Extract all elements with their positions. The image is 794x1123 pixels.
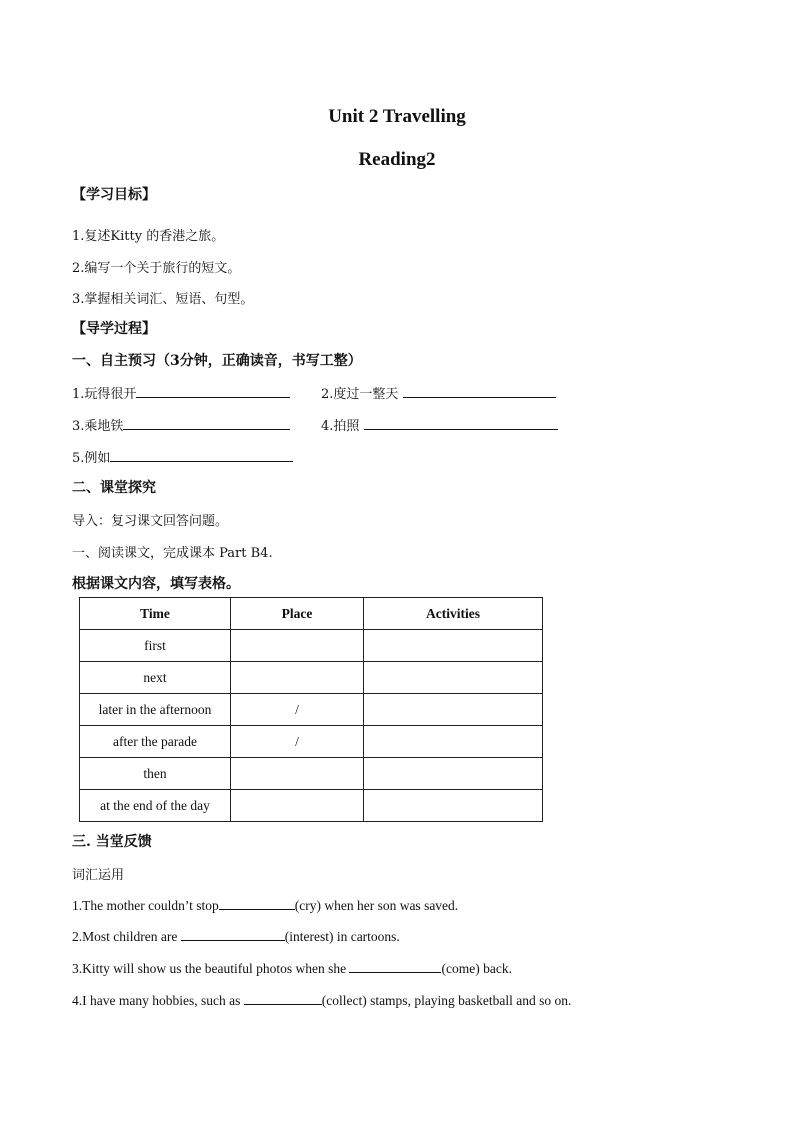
activities-cell[interactable] (364, 758, 543, 790)
goal-item: 1.复述Kitty 的香港之旅。 (72, 229, 225, 244)
place-cell[interactable] (231, 630, 364, 662)
table-prompt: 根据课文内容，填写表格。 (72, 576, 240, 592)
explore-heading: 二、课堂探究 (72, 480, 156, 496)
answer-blank[interactable] (219, 896, 295, 910)
goal-item: 2.编写一个关于旅行的短文。 (72, 261, 241, 276)
explore-task: 一、阅读课文，完成课本 Part B4. (72, 546, 273, 561)
preview-item (321, 415, 558, 434)
table-row (80, 726, 543, 758)
preview-item-label: 5.例如 (72, 451, 111, 466)
feedback-heading: 三. 当堂反馈 (72, 834, 152, 850)
answer-blank[interactable] (244, 991, 322, 1005)
question-text: (interest) in cartoons. (284, 929, 400, 944)
place-cell[interactable] (231, 758, 364, 790)
col-header-time: Time (80, 598, 231, 630)
activities-cell[interactable] (364, 662, 543, 694)
question-text: (cry) when her son was saved. (294, 898, 459, 913)
question-text: 1.The mother couldn’t stop (72, 898, 219, 913)
activities-cell[interactable] (364, 790, 543, 822)
preview-item (72, 383, 290, 402)
preview-item (321, 383, 556, 402)
preview-item-label: 1.玩得很开 (72, 387, 137, 402)
question-1 (72, 896, 458, 914)
col-header-activities: Activities (364, 598, 543, 630)
table-row (80, 758, 543, 790)
answer-blank[interactable] (136, 384, 290, 398)
answer-blank[interactable] (123, 416, 290, 430)
answer-blank[interactable] (110, 448, 293, 462)
question-text: 3.Kitty will show us the beautiful photos when she (72, 961, 350, 976)
question-text: (collect) stamps, playing basketball and so on. (321, 993, 572, 1008)
time-cell: next (80, 662, 231, 694)
preview-item (72, 447, 293, 466)
place-cell[interactable] (231, 662, 364, 694)
doc-subtitle: Reading2 (358, 149, 436, 170)
table-row (80, 630, 543, 662)
time-cell: then (80, 758, 231, 790)
process-heading: 【导学过程】 (72, 321, 156, 337)
answer-blank[interactable] (181, 927, 285, 941)
activities-cell[interactable] (364, 726, 543, 758)
goals-heading: 【学习目标】 (72, 187, 156, 203)
time-cell: at the end of the day (80, 790, 231, 822)
col-header-place: Place (231, 598, 364, 630)
answer-blank[interactable] (364, 416, 558, 430)
feedback-sub: 词汇运用 (72, 868, 125, 883)
preview-heading: 一、自主预习（3分钟，正确读音，书写工整） (72, 353, 362, 369)
preview-item-label: 2.度过一整天 (321, 387, 399, 402)
activities-cell[interactable] (364, 630, 543, 662)
place-cell: / (231, 694, 364, 726)
time-cell: after the parade (80, 726, 231, 758)
question-text: (come) back. (441, 961, 512, 976)
question-text: 2.Most children are (72, 929, 181, 944)
table-row (80, 694, 543, 726)
doc-title: Unit 2 Travelling (328, 106, 466, 127)
place-cell: / (231, 726, 364, 758)
table-row (80, 790, 543, 822)
answer-blank[interactable] (349, 959, 441, 973)
table-row (80, 662, 543, 694)
question-text: 4.I have many hobbies, such as (72, 993, 244, 1008)
question-3 (72, 959, 512, 977)
time-cell: later in the afternoon (80, 694, 231, 726)
question-4 (72, 991, 571, 1009)
activities-cell[interactable] (364, 694, 543, 726)
time-cell: first (80, 630, 231, 662)
table-header-row (80, 598, 543, 630)
preview-item (72, 415, 290, 434)
preview-item-label: 3.乘地铁 (72, 419, 124, 434)
place-cell[interactable] (231, 790, 364, 822)
goal-item: 3.掌握相关词汇、短语、句型。 (72, 292, 254, 307)
answer-blank[interactable] (403, 384, 556, 398)
preview-item-label: 4.拍照 (321, 419, 360, 434)
activity-table (79, 597, 543, 822)
question-2 (72, 927, 400, 945)
explore-intro: 导入：复习课文回答问题。 (72, 514, 229, 529)
